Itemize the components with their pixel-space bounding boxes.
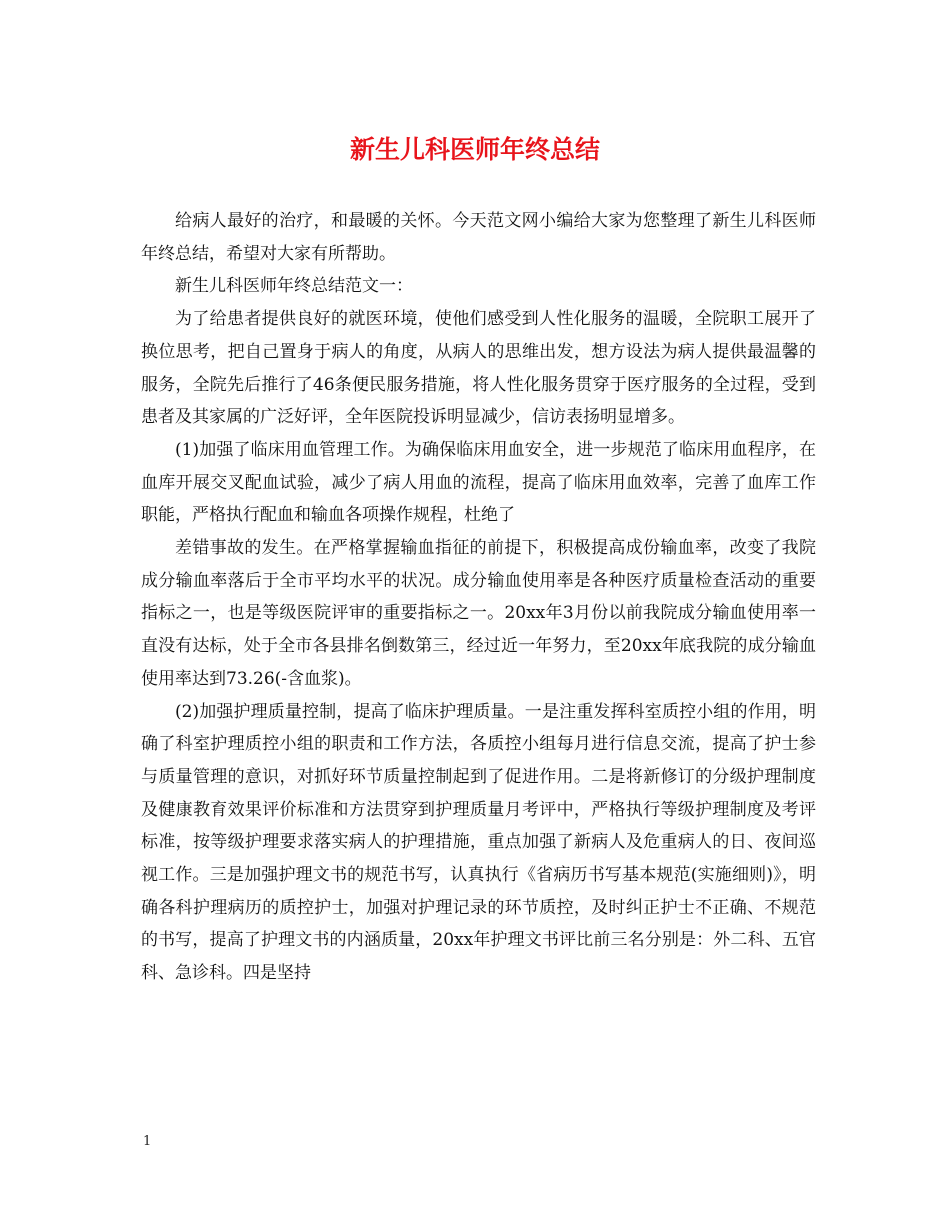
paragraph: 为了给患者提供良好的就医环境，使他们感受到人性化服务的温暖，全院职工展开了换位思考，把自己置身于病人的角度，从病人的思维出发，想方设法为病人提供最温馨的服务，全院先后推行了46条便民服务措施，将人性化服务贯穿于医疗服务的全过程，受到患者及其家属的广泛好评，全年医院投诉明显减少，信访表扬明显增多。 [141, 309, 816, 428]
page-number: 1 [143, 1134, 152, 1149]
paragraph: 差错事故的发生。在严格掌握输血指征的前提下，积极提高成份输血率，改变了我院成分输血率落后于全市平均水平的状况。成分输血使用率是各种医疗质量检查活动的重要指标之一，也是等级医院评审的重要指标之一。20xx年3月份以前我院成分输血使用率一直没有达标，处于全市各县排名倒数第三，经过近一年努力，至20xx年底我院的成分输血使用率达到73.26(-含血浆)。 [141, 538, 816, 689]
document-body [141, 205, 816, 990]
paragraph: 新生儿科医师年终总结范文一： [175, 276, 413, 297]
paragraph: (2)加强护理质量控制，提高了临床护理质量。一是注重发挥科室质控小组的作用，明确了科室护理质控小组的职责和工作方法，各质控小组每月进行信息交流，提高了护士参与质量管理的意识，对抓好环节质量控制起到了促进作用。二是将新修订的分级护理制度及健康教育效果评价标准和方法贯穿到护理质量月考评中，严格执行等级护理制度及考评标准，按等级护理要求落实病人的护理措施，重点加强了新病人及危重病人的日、夜间巡视工作。三是加强护理文书的规范书写，认真执行《省病历书写基本规范(实施细则)》，明确各科护理病历的质控护士，加强对护理记录的环节质控，及时纠正护士不正确、不规范的书写，提高了护理文书的内涵质量，20xx年护理文书评比前三名分别是：外二科、五官科、急诊科。四是坚持 [141, 701, 816, 984]
paragraph: 给病人最好的治疗，和最暖的关怀。今天范文网小编给大家为您整理了新生儿科医师年终总结，希望对大家有所帮助。 [141, 211, 816, 264]
paragraph: (1)加强了临床用血管理工作。为确保临床用血安全，进一步规范了临床用血程序，在血库开展交叉配血试验，减少了病人用血的流程，提高了临床用血效率，完善了血库工作职能，严格执行配血和输血各项操作规程，杜绝了 [141, 439, 816, 526]
document-title: 新生儿科医师年终总结 [349, 135, 600, 164]
